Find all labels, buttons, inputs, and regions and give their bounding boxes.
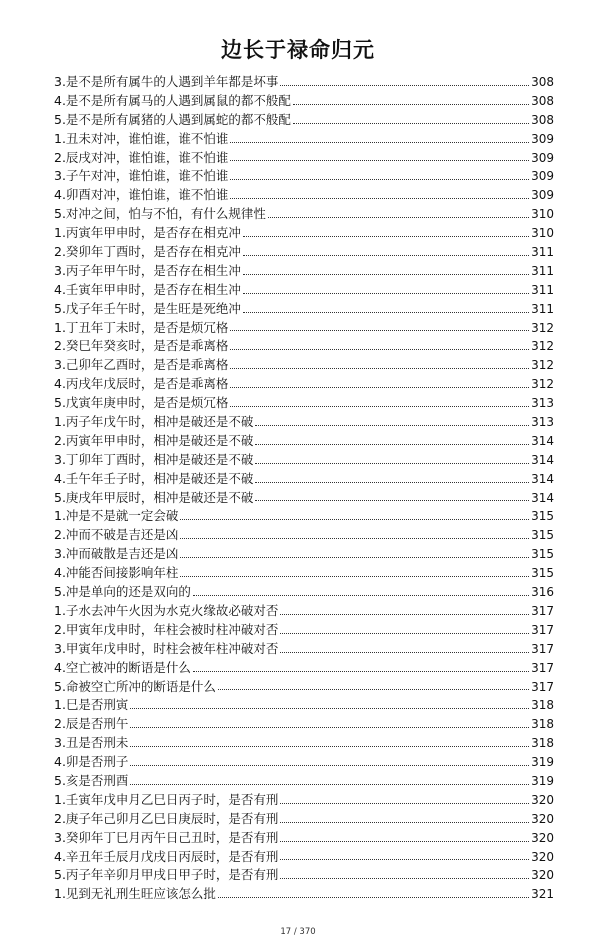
toc-entry-page: 312 (531, 377, 554, 392)
dot-leader (180, 576, 529, 577)
toc-entry[interactable] (54, 412, 554, 431)
toc-entry-title: 3.甲寅年戊申时，时柱会被年柱冲破对否 (54, 640, 279, 656)
dot-leader (130, 784, 529, 785)
toc-entry[interactable] (54, 72, 554, 91)
toc-entry-page: 312 (531, 320, 554, 335)
toc-entry-title: 1.丁丑年丁未时，是否是烦冗格 (54, 319, 229, 335)
dot-leader (230, 160, 529, 161)
dot-leader (243, 236, 529, 237)
toc-entry[interactable] (54, 280, 554, 299)
dot-leader (280, 841, 529, 842)
toc-entry-title: 2.辰是否刑午 (54, 716, 129, 732)
toc-entry-title: 2.癸卯年丁酉时，是否存在相克冲 (54, 244, 241, 260)
toc-entry[interactable] (54, 185, 554, 204)
toc-entry[interactable] (54, 242, 554, 261)
toc-entry-title: 4.卯是否刑子 (54, 754, 129, 770)
toc-entry-title: 1.丑未对冲，谁怕谁，谁不怕谁 (54, 130, 229, 146)
dot-leader (243, 274, 529, 275)
toc-entry-title: 5.对冲之间，怕与不怕，有什么规律性 (54, 206, 266, 222)
toc-entry[interactable] (54, 91, 554, 110)
toc-entry[interactable] (54, 318, 554, 337)
dot-leader (280, 859, 529, 860)
dot-leader (230, 406, 529, 407)
dot-leader (230, 368, 529, 369)
toc-entry-title: 2.辰戌对冲，谁怕谁，谁不怕谁 (54, 149, 229, 165)
toc-entry-title: 4.空亡被冲的断语是什么 (54, 659, 191, 675)
toc-entry-title: 1.丙寅年甲申时，是否存在相克冲 (54, 225, 241, 241)
toc-entry-page: 311 (531, 263, 554, 278)
toc-entry-title: 2.丙寅年甲申时，相冲是破还是不破 (54, 432, 254, 448)
dot-leader (193, 595, 529, 596)
toc-entry-page: 320 (531, 849, 554, 864)
toc-entry-page: 315 (531, 547, 554, 562)
toc-entry-page: 310 (531, 226, 554, 241)
toc-entry-page: 321 (531, 887, 554, 902)
dot-leader (218, 897, 529, 898)
toc-entry-title: 4.卯酉对冲，谁怕谁，谁不怕谁 (54, 187, 229, 203)
toc-entry-page: 308 (531, 93, 554, 108)
toc-entry[interactable] (54, 336, 554, 355)
dot-leader (280, 803, 529, 804)
toc-entry-page: 311 (531, 245, 554, 260)
toc-entry-page: 313 (531, 415, 554, 430)
toc-entry-title: 3.己卯年乙酉时，是否是乖离格 (54, 357, 229, 373)
toc-entry[interactable] (54, 847, 554, 866)
toc-entry-title: 5.冲是单向的还是双向的 (54, 584, 191, 600)
toc-entry-title: 3.是不是所有属牛的人遇到羊年都是坏事 (54, 74, 279, 89)
toc-entry[interactable] (54, 771, 554, 790)
toc-entry-page: 309 (531, 188, 554, 203)
dot-leader (230, 142, 529, 143)
dot-leader (243, 255, 529, 256)
dot-leader (230, 387, 529, 388)
toc-entry[interactable] (54, 582, 554, 601)
dot-leader (230, 179, 529, 180)
toc-entry-title: 4.壬寅年甲申时，是否存在相生冲 (54, 281, 241, 297)
toc-entry[interactable] (54, 469, 554, 488)
dot-leader (130, 746, 529, 747)
toc-entry-title: 5.亥是否刑酉 (54, 772, 129, 788)
table-of-contents (54, 72, 554, 903)
toc-entry-page: 314 (531, 471, 554, 486)
toc-entry[interactable] (54, 544, 554, 563)
toc-entry[interactable] (54, 677, 554, 696)
toc-entry[interactable] (54, 393, 554, 412)
dot-leader (218, 689, 529, 690)
toc-entry-title: 5.戊寅年庚申时，是否是烦冗格 (54, 395, 229, 411)
dot-leader (280, 614, 529, 615)
toc-entry[interactable] (54, 752, 554, 771)
toc-entry-title: 4.辛丑年壬辰月戊戌日丙辰时，是否有刑 (54, 848, 279, 864)
toc-entry-page: 317 (531, 622, 554, 637)
toc-entry-page: 314 (531, 490, 554, 505)
toc-entry[interactable] (54, 809, 554, 828)
dot-leader (230, 330, 529, 331)
toc-entry-title: 2.癸巳年癸亥时，是否是乖离格 (54, 338, 229, 354)
toc-entry[interactable] (54, 828, 554, 847)
page-title: 边长于禄命归元 (221, 37, 375, 62)
toc-entry-title: 2.庚子年己卯月乙巳日庚辰时，是否有刑 (54, 810, 279, 826)
toc-entry-title: 5.庚戌年甲辰时，相冲是破还是不破 (54, 489, 254, 505)
toc-entry-page: 315 (531, 509, 554, 524)
toc-entry-title: 1.丙子年戊午时，相冲是破还是不破 (54, 414, 254, 430)
toc-entry-title: 4.壬午年壬子时，相冲是破还是不破 (54, 470, 254, 486)
toc-entry-title: 4.丙戌年戊辰时，是否是乖离格 (54, 376, 229, 392)
dot-leader (243, 312, 529, 313)
toc-entry-title: 1.冲是不是就一定会破 (54, 508, 179, 524)
toc-entry-page: 318 (531, 698, 554, 713)
toc-entry-page: 318 (531, 717, 554, 732)
toc-entry-page: 309 (531, 169, 554, 184)
toc-entry-page: 309 (531, 150, 554, 165)
toc-entry-page: 317 (531, 603, 554, 618)
toc-entry-title: 3.癸卯年丁巳月丙午日己丑时，是否有刑 (54, 829, 279, 845)
dot-leader (130, 765, 529, 766)
dot-leader (280, 652, 529, 653)
dot-leader (255, 463, 529, 464)
toc-entry-title: 3.子午对冲，谁怕谁，谁不怕谁 (54, 168, 229, 184)
toc-entry-page: 320 (531, 811, 554, 826)
toc-entry-page: 314 (531, 433, 554, 448)
toc-entry[interactable] (54, 450, 554, 469)
toc-entry-page: 317 (531, 641, 554, 656)
toc-entry-page: 308 (531, 75, 554, 89)
toc-entry[interactable] (54, 129, 554, 148)
toc-entry-page: 315 (531, 528, 554, 543)
dot-leader (280, 85, 529, 86)
toc-entry-title: 3.丑是否刑未 (54, 735, 129, 751)
toc-entry[interactable] (54, 110, 554, 129)
toc-entry[interactable] (54, 299, 554, 318)
toc-entry-page: 318 (531, 736, 554, 751)
toc-entry[interactable] (54, 865, 554, 884)
toc-entry[interactable] (54, 261, 554, 280)
dot-leader (255, 444, 529, 445)
toc-entry[interactable] (54, 506, 554, 525)
toc-entry-page: 317 (531, 679, 554, 694)
toc-entry-title: 4.是不是所有属马的人遇到属鼠的都不般配 (54, 92, 291, 108)
toc-entry[interactable] (54, 374, 554, 393)
dot-leader (180, 538, 529, 539)
dot-leader (255, 500, 529, 501)
toc-entry-title: 1.子水去冲午火因为水克火缘故必破对否 (54, 602, 279, 618)
toc-entry-page: 319 (531, 755, 554, 770)
dot-leader (255, 482, 529, 483)
toc-entry[interactable] (54, 166, 554, 185)
toc-entry[interactable] (54, 790, 554, 809)
dot-leader (268, 217, 529, 218)
toc-entry-title: 5.命被空亡所冲的断语是什么 (54, 678, 216, 694)
toc-entry-title: 3.丁卯年丁酉时，相冲是破还是不破 (54, 451, 254, 467)
dot-leader (130, 708, 529, 709)
dot-leader (243, 293, 529, 294)
toc-entry[interactable] (54, 355, 554, 374)
toc-entry[interactable] (54, 620, 554, 639)
dot-leader (230, 198, 529, 199)
toc-entry-title: 2.甲寅年戊申时，年柱会被时柱冲破对否 (54, 621, 279, 637)
toc-entry-page: 320 (531, 830, 554, 845)
toc-entry-page: 320 (531, 868, 554, 883)
toc-entry[interactable] (54, 223, 554, 242)
toc-entry-title: 3.丙子年甲午时，是否存在相生冲 (54, 262, 241, 278)
toc-entry[interactable] (54, 431, 554, 450)
toc-entry-page: 320 (531, 792, 554, 807)
toc-entry[interactable] (54, 714, 554, 733)
toc-entry-title: 5.戊子年壬午时，是生旺是死绝冲 (54, 300, 241, 316)
toc-entry-page: 319 (531, 773, 554, 788)
toc-entry-page: 313 (531, 396, 554, 411)
toc-entry-title: 5.丙子年辛卯月甲戌日甲子时，是否有刑 (54, 867, 279, 883)
toc-entry[interactable] (54, 884, 554, 903)
toc-entry-title: 4.冲能否间接影响年柱 (54, 565, 179, 581)
dot-leader (180, 557, 529, 558)
toc-entry-page: 311 (531, 282, 554, 297)
toc-entry[interactable] (54, 639, 554, 658)
toc-entry-title: 3.冲而破散是吉还是凶 (54, 546, 179, 562)
dot-leader (180, 519, 529, 520)
toc-entry[interactable] (54, 563, 554, 582)
toc-entry[interactable] (54, 601, 554, 620)
page-number: 17 / 370 (280, 927, 316, 937)
toc-entry-page: 310 (531, 207, 554, 222)
toc-entry-page: 311 (531, 301, 554, 316)
toc-entry[interactable] (54, 695, 554, 714)
toc-entry-page: 312 (531, 339, 554, 354)
toc-entry-page: 308 (531, 112, 554, 127)
toc-entry-page: 314 (531, 452, 554, 467)
dot-leader (293, 104, 529, 105)
toc-entry-page: 312 (531, 358, 554, 373)
toc-entry[interactable] (54, 488, 554, 507)
toc-entry-page: 317 (531, 660, 554, 675)
toc-entry-title: 1.巳是否刑寅 (54, 697, 129, 713)
toc-entry[interactable] (54, 204, 554, 223)
toc-entry-page: 316 (531, 585, 554, 600)
toc-entry-title: 1.见到无礼刑生旺应该怎么批 (54, 886, 216, 902)
dot-leader (230, 349, 529, 350)
toc-entry-title: 2.冲而不破是吉还是凶 (54, 527, 179, 543)
dot-leader (130, 727, 529, 728)
toc-entry[interactable] (54, 525, 554, 544)
toc-entry[interactable] (54, 148, 554, 167)
toc-entry-page: 315 (531, 566, 554, 581)
dot-leader (280, 822, 529, 823)
toc-entry[interactable] (54, 733, 554, 752)
dot-leader (193, 671, 529, 672)
dot-leader (280, 633, 529, 634)
dot-leader (255, 425, 529, 426)
toc-entry-page: 309 (531, 131, 554, 146)
toc-entry-title: 5.是不是所有属猪的人遇到属蛇的都不般配 (54, 111, 291, 127)
dot-leader (280, 878, 529, 879)
toc-entry-title: 1.壬寅年戊申月乙巳日丙子时，是否有刑 (54, 791, 279, 807)
dot-leader (293, 123, 529, 124)
toc-entry[interactable] (54, 658, 554, 677)
